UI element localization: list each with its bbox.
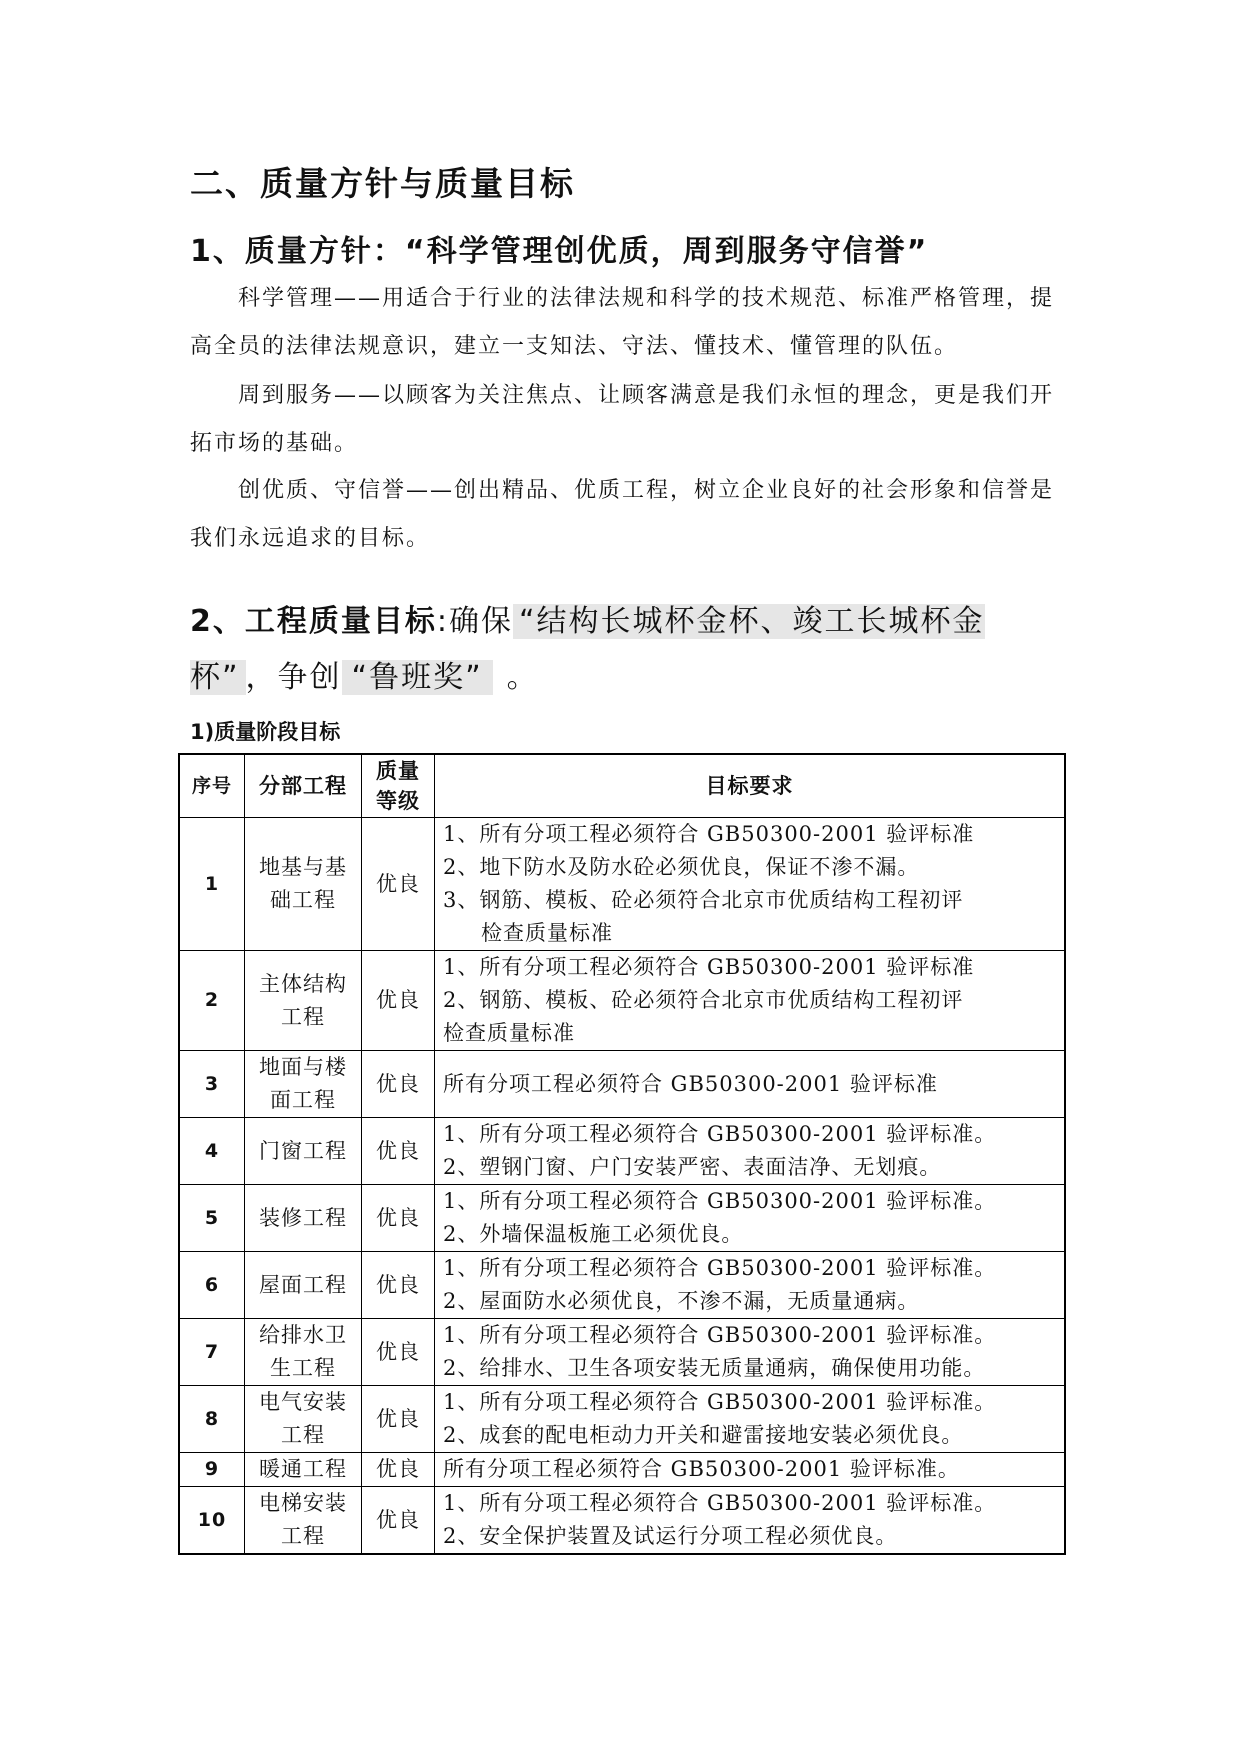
row-part: 屋面工程 <box>245 1252 362 1319</box>
table-row <box>179 1185 1065 1252</box>
header-part: 分部工程 <box>245 754 362 818</box>
table-row <box>179 951 1065 1051</box>
row-number: 7 <box>179 1319 245 1386</box>
row-grade: 优良 <box>362 1386 435 1453</box>
row-grade: 优良 <box>362 1319 435 1386</box>
row-part: 电梯安装工程 <box>245 1487 362 1555</box>
requirement-line: 2、钢筋、模板、砼必须符合北京市优质结构工程初评 <box>443 988 964 1012</box>
row-number: 2 <box>179 951 245 1051</box>
table-row <box>179 1487 1065 1555</box>
table-row <box>179 1319 1065 1386</box>
row-grade: 优良 <box>362 951 435 1051</box>
row-grade: 优良 <box>362 1185 435 1252</box>
requirement-line: 1、所有分项工程必须符合 GB50300-2001 验评标准。 <box>443 1256 997 1280</box>
requirement-line: 1、所有分项工程必须符合 GB50300-2001 验评标准 <box>443 822 975 846</box>
table-header-row <box>179 754 1065 818</box>
row-part: 地面与楼面工程 <box>245 1051 362 1118</box>
quality-goal-prefix: 确保 <box>448 604 513 639</box>
policy-paragraph-1: 科学管理——用适合于行业的法律法规和科学的技术规范、标准严格管理，提高全员的法律法规意识，建立一支知法、守法、懂技术、懂管理的队伍。 <box>190 286 1055 359</box>
table-row <box>179 818 1065 951</box>
header-no: 序号 <box>179 754 245 818</box>
row-number: 10 <box>179 1487 245 1555</box>
quality-goal-colon: : <box>436 604 449 639</box>
row-part: 装修工程 <box>245 1185 362 1252</box>
row-number: 5 <box>179 1185 245 1252</box>
row-requirements <box>435 1386 1066 1453</box>
quality-goal-middle: ，争创 <box>245 660 342 695</box>
quality-goal <box>190 594 1070 706</box>
requirement-line: 1、所有分项工程必须符合 GB50300-2001 验评标准。 <box>443 1122 997 1146</box>
requirement-line: 1、所有分项工程必须符合 GB50300-2001 验评标准。 <box>443 1390 997 1414</box>
requirement-line: 2、成套的配电柜动力开关和避雷接地安装必须优良。 <box>443 1423 964 1447</box>
requirement-line: 3、钢筋、模板、砼必须符合北京市优质结构工程初评 <box>443 888 964 912</box>
requirement-line: 1、所有分项工程必须符合 GB50300-2001 验评标准 <box>443 955 975 979</box>
row-part: 主体结构工程 <box>245 951 362 1051</box>
row-requirements <box>435 1487 1066 1555</box>
row-number: 8 <box>179 1386 245 1453</box>
row-grade: 优良 <box>362 1051 435 1118</box>
row-part: 电气安装工程 <box>245 1386 362 1453</box>
policy-heading: 1、质量方针：“科学管理创优质，周到服务守信誉” <box>190 234 929 269</box>
table-row <box>179 1252 1065 1319</box>
row-grade: 优良 <box>362 1487 435 1555</box>
policy-paragraph-2: 周到服务——以顾客为关注焦点、让顾客满意是我们永恒的理念，更是我们开拓市场的基础。 <box>190 383 1055 456</box>
requirement-line: 1、所有分项工程必须符合 GB50300-2001 验评标准。 <box>443 1491 997 1515</box>
row-requirements <box>435 818 1066 951</box>
table-row <box>179 1051 1065 1118</box>
requirement-line: 检查质量标准 <box>481 921 613 945</box>
table-row <box>179 1118 1065 1185</box>
row-number: 9 <box>179 1453 245 1487</box>
header-requirement: 目标要求 <box>435 754 1066 818</box>
requirement-line: 所有分项工程必须符合 GB50300-2001 验评标准 <box>443 1071 938 1096</box>
quality-goal-highlight-1: “结构长城杯金杯、竣工长城杯金杯” <box>190 604 985 695</box>
row-number: 6 <box>179 1252 245 1319</box>
row-number: 1 <box>179 818 245 951</box>
row-requirements <box>435 1051 1066 1118</box>
row-part: 地基与基础工程 <box>245 818 362 951</box>
row-grade: 优良 <box>362 1118 435 1185</box>
requirement-line: 2、地下防水及防水砼必须优良，保证不渗不漏。 <box>443 855 920 879</box>
row-requirements <box>435 1185 1066 1252</box>
quality-goal-label: 2、工程质量目标 <box>190 604 437 639</box>
row-grade: 优良 <box>362 818 435 951</box>
row-grade: 优良 <box>362 1453 435 1487</box>
policy-paragraph-3: 创优质、守信誉——创出精品、优质工程，树立企业良好的社会形象和信誉是我们永远追求的目标。 <box>190 478 1055 551</box>
row-part: 暖通工程 <box>245 1453 362 1487</box>
row-number: 4 <box>179 1118 245 1185</box>
row-number: 3 <box>179 1051 245 1118</box>
requirement-line: 2、外墙保温板施工必须优良。 <box>443 1222 744 1246</box>
header-grade: 质量等级 <box>362 754 435 818</box>
requirement-line: 2、给排水、卫生各项安装无质量通病，确保使用功能。 <box>443 1356 986 1380</box>
quality-goal-suffix: 。 <box>506 660 539 695</box>
row-requirements <box>435 951 1066 1051</box>
requirement-line: 2、塑钢门窗、户门安装严密、表面洁净、无划痕。 <box>443 1155 942 1179</box>
row-grade: 优良 <box>362 1252 435 1319</box>
row-requirements <box>435 1453 1066 1487</box>
row-requirements <box>435 1118 1066 1185</box>
row-requirements <box>435 1252 1066 1319</box>
table-row <box>179 1386 1065 1453</box>
requirement-line: 1、所有分项工程必须符合 GB50300-2001 验评标准。 <box>443 1189 997 1213</box>
quality-goal-highlight-2: “鲁班奖” <box>342 660 493 695</box>
requirement-line: 检查质量标准 <box>443 1021 575 1045</box>
requirement-line: 2、安全保护装置及试运行分项工程必须优良。 <box>443 1524 898 1548</box>
requirement-line: 2、屋面防水必须优良，不渗不漏，无质量通病。 <box>443 1289 920 1313</box>
row-part: 给排水卫生工程 <box>245 1319 362 1386</box>
requirement-line: 所有分项工程必须符合 GB50300-2001 验评标准。 <box>443 1457 960 1481</box>
quality-stage-table <box>178 753 1066 1555</box>
row-part: 门窗工程 <box>245 1118 362 1185</box>
row-requirements <box>435 1319 1066 1386</box>
table-row <box>179 1453 1065 1487</box>
section-title: 二、质量方针与质量目标 <box>190 164 575 203</box>
table-title: 1)质量阶段目标 <box>190 720 341 744</box>
requirement-line: 1、所有分项工程必须符合 GB50300-2001 验评标准。 <box>443 1323 997 1347</box>
